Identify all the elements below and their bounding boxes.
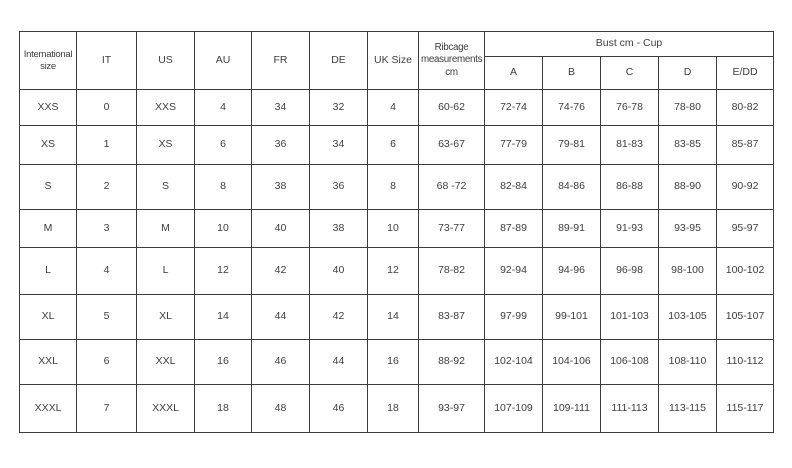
size-conversion-table [19, 31, 774, 433]
table-cell: 34 [310, 126, 368, 165]
table-cell: 89-91 [543, 210, 601, 248]
table-cell: 93-97 [419, 385, 485, 433]
table-row [20, 340, 774, 385]
table-cell: 72-74 [485, 90, 543, 126]
table-cell: 36 [310, 165, 368, 210]
header-cup-d: D [659, 57, 717, 90]
header-it: IT [77, 32, 137, 90]
table-cell: 5 [77, 295, 137, 340]
table-cell: 107-109 [485, 385, 543, 433]
table-cell: 109-111 [543, 385, 601, 433]
table-cell: 84-86 [543, 165, 601, 210]
table-cell: 60-62 [419, 90, 485, 126]
table-cell: 74-76 [543, 90, 601, 126]
table-cell: 86-88 [601, 165, 659, 210]
table-cell: 106-108 [601, 340, 659, 385]
table-cell: 1 [77, 126, 137, 165]
table-cell: 115-117 [717, 385, 774, 433]
table-cell: 10 [368, 210, 419, 248]
table-cell: 68 -72 [419, 165, 485, 210]
table-cell: 113-115 [659, 385, 717, 433]
table-cell: 8 [368, 165, 419, 210]
table-cell: 0 [77, 90, 137, 126]
row-size-label: XXL [20, 340, 77, 385]
table-cell: 40 [252, 210, 310, 248]
table-cell: XXL [137, 340, 195, 385]
header-au: AU [195, 32, 252, 90]
table-cell: 111-113 [601, 385, 659, 433]
table-cell: 44 [310, 340, 368, 385]
table-row [20, 385, 774, 433]
table-cell: XXXL [137, 385, 195, 433]
table-cell: 103-105 [659, 295, 717, 340]
table-row [20, 165, 774, 210]
table-cell: 87-89 [485, 210, 543, 248]
header-ribcage: Ribcage measurements cm [419, 32, 485, 90]
header-cup-a: A [485, 57, 543, 90]
table-cell: 6 [368, 126, 419, 165]
header-us: US [137, 32, 195, 90]
row-size-label: L [20, 248, 77, 295]
table-cell: 78-80 [659, 90, 717, 126]
table-cell: 16 [195, 340, 252, 385]
table-cell: 92-94 [485, 248, 543, 295]
table-cell: 3 [77, 210, 137, 248]
header-bust-cup-group: Bust cm - Cup [485, 32, 774, 57]
table-row [20, 210, 774, 248]
table-cell: 4 [195, 90, 252, 126]
table-cell: 6 [195, 126, 252, 165]
table-cell: 105-107 [717, 295, 774, 340]
table-cell: XXS [137, 90, 195, 126]
table-cell: M [137, 210, 195, 248]
table-cell: 96-98 [601, 248, 659, 295]
table-cell: 4 [368, 90, 419, 126]
table-cell: 88-90 [659, 165, 717, 210]
table-row [20, 295, 774, 340]
table-cell: 14 [368, 295, 419, 340]
table-cell: 82-84 [485, 165, 543, 210]
table-cell: 18 [368, 385, 419, 433]
table-cell: 110-112 [717, 340, 774, 385]
table-cell: 93-95 [659, 210, 717, 248]
table-cell: 46 [310, 385, 368, 433]
table-cell: 38 [252, 165, 310, 210]
table-cell: 12 [195, 248, 252, 295]
table-cell: 18 [195, 385, 252, 433]
row-size-label: XXXL [20, 385, 77, 433]
table-cell: 6 [77, 340, 137, 385]
table-cell: 7 [77, 385, 137, 433]
table-cell: 81-83 [601, 126, 659, 165]
table-cell: 80-82 [717, 90, 774, 126]
header-cup-b: B [543, 57, 601, 90]
table-cell: 8 [195, 165, 252, 210]
table-cell: 2 [77, 165, 137, 210]
table-cell: 44 [252, 295, 310, 340]
table-cell: 91-93 [601, 210, 659, 248]
row-size-label: S [20, 165, 77, 210]
table-cell: L [137, 248, 195, 295]
table-cell: 83-85 [659, 126, 717, 165]
table-cell: 63-67 [419, 126, 485, 165]
header-de: DE [310, 32, 368, 90]
header-uk-size: UK Size [368, 32, 419, 90]
table-cell: 100-102 [717, 248, 774, 295]
table-header [20, 32, 774, 90]
table-cell: 46 [252, 340, 310, 385]
table-cell: 4 [77, 248, 137, 295]
table-cell: 101-103 [601, 295, 659, 340]
row-size-label: XS [20, 126, 77, 165]
table-cell: 34 [252, 90, 310, 126]
table-cell: 99-101 [543, 295, 601, 340]
header-cup-c: C [601, 57, 659, 90]
table-cell: 38 [310, 210, 368, 248]
table-cell: 16 [368, 340, 419, 385]
table-cell: 88-92 [419, 340, 485, 385]
size-table-body [20, 90, 774, 433]
header-cup-edd: E/DD [717, 57, 774, 90]
header-fr: FR [252, 32, 310, 90]
table-cell: 94-96 [543, 248, 601, 295]
table-cell: 32 [310, 90, 368, 126]
table-cell: XS [137, 126, 195, 165]
row-size-label: XXS [20, 90, 77, 126]
table-cell: 78-82 [419, 248, 485, 295]
table-cell: 79-81 [543, 126, 601, 165]
table-cell: 40 [310, 248, 368, 295]
table-row [20, 248, 774, 295]
table-cell: 85-87 [717, 126, 774, 165]
table-row [20, 90, 774, 126]
row-size-label: XL [20, 295, 77, 340]
table-cell: XL [137, 295, 195, 340]
table-cell: S [137, 165, 195, 210]
table-cell: 102-104 [485, 340, 543, 385]
header-international-size: International size [20, 32, 77, 90]
table-cell: 36 [252, 126, 310, 165]
table-cell: 104-106 [543, 340, 601, 385]
table-cell: 42 [310, 295, 368, 340]
table-cell: 83-87 [419, 295, 485, 340]
table-cell: 12 [368, 248, 419, 295]
table-cell: 97-99 [485, 295, 543, 340]
table-cell: 98-100 [659, 248, 717, 295]
table-cell: 95-97 [717, 210, 774, 248]
table-cell: 108-110 [659, 340, 717, 385]
table-cell: 14 [195, 295, 252, 340]
table-cell: 10 [195, 210, 252, 248]
table-cell: 90-92 [717, 165, 774, 210]
table-cell: 73-77 [419, 210, 485, 248]
row-size-label: M [20, 210, 77, 248]
table-row [20, 126, 774, 165]
header-group-row [20, 32, 774, 57]
table-cell: 76-78 [601, 90, 659, 126]
table-cell: 42 [252, 248, 310, 295]
table-cell: 77-79 [485, 126, 543, 165]
table-cell: 48 [252, 385, 310, 433]
